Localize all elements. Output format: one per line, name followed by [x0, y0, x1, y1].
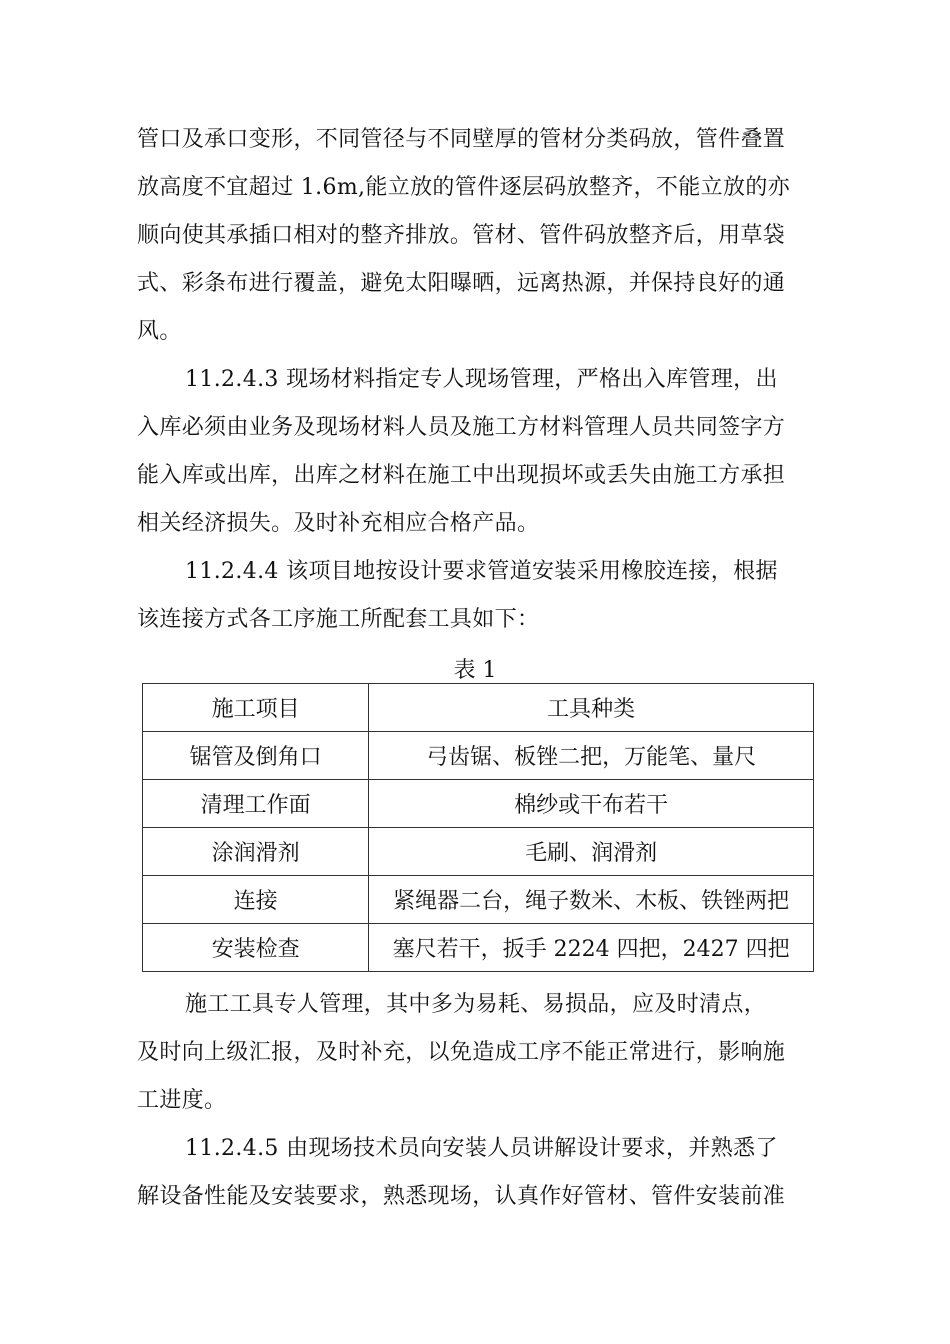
table-caption: 表 1 [453, 658, 497, 683]
table-row [143, 780, 814, 828]
text-line: 管口及承口变形，不同管径与不同壁厚的管材分类码放，管件叠置 [137, 127, 786, 152]
text-line: 该连接方式各工序施工所配套工具如下： [137, 607, 540, 632]
text-line: 风。 [137, 319, 182, 344]
table-cell-tools: 弓齿锯、板锉二把，万能笔、量尺 [369, 732, 814, 780]
text-line: 放高度不宜超过 1.6m,能立放的管件逐层码放整齐，不能立放的亦 [137, 175, 791, 200]
table-row [143, 732, 814, 780]
table-cell-tools: 毛刷、润滑剂 [369, 828, 814, 876]
text-line: 式、彩条布进行覆盖，避免太阳曝晒，远离热源，并保持良好的通 [137, 271, 786, 296]
table-cell-item: 锯管及倒角口 [143, 732, 369, 780]
table-cell-item: 涂润滑剂 [143, 828, 369, 876]
table-cell-tools: 棉纱或干布若干 [369, 780, 814, 828]
table-cell-item: 安装检查 [143, 924, 369, 972]
text-line: 顺向使其承插口相对的整齐排放。管材、管件码放整齐后，用草袋 [137, 223, 786, 248]
text-line: 能入库或出库，出库之材料在施工中出现损坏或丢失由施工方承担 [137, 463, 786, 488]
text-line: 解设备性能及安装要求，熟悉现场，认真作好管材、管件安装前准 [137, 1184, 786, 1209]
text-line: 11.2.4.3 现场材料指定专人现场管理，严格出入库管理，出 [185, 367, 778, 392]
table-cell-item: 清理工作面 [143, 780, 369, 828]
table-cell-tools: 紧绳器二台，绳子数米、木板、铁锉两把 [369, 876, 814, 924]
table-cell-item: 连接 [143, 876, 369, 924]
text-line: 施工工具专人管理，其中多为易耗、易损品，应及时清点， [185, 992, 767, 1017]
text-line: 11.2.4.4 该项目地按设计要求管道安装采用橡胶连接，根据 [185, 559, 778, 584]
text-line: 11.2.4.5 由现场技术员向安装人员讲解设计要求，并熟悉了 [185, 1136, 778, 1161]
text-line: 入库必须由业务及现场材料人员及施工方材料管理人员共同签字方 [137, 415, 786, 440]
table-cell-tools: 塞尺若干，扳手 2224 四把，2427 四把 [369, 924, 814, 972]
table-header-row [143, 684, 814, 732]
text-line: 及时向上级汇报，及时补充，以免造成工序不能正常进行，影响施 [137, 1040, 786, 1065]
tools-table [142, 683, 814, 972]
table-header-cell: 施工项目 [143, 684, 369, 732]
table-header-cell: 工具种类 [369, 684, 814, 732]
text-line: 工进度。 [137, 1088, 227, 1113]
table-row [143, 876, 814, 924]
table-row [143, 828, 814, 876]
text-line: 相关经济损失。及时补充相应合格产品。 [137, 511, 540, 536]
table-row [143, 924, 814, 972]
